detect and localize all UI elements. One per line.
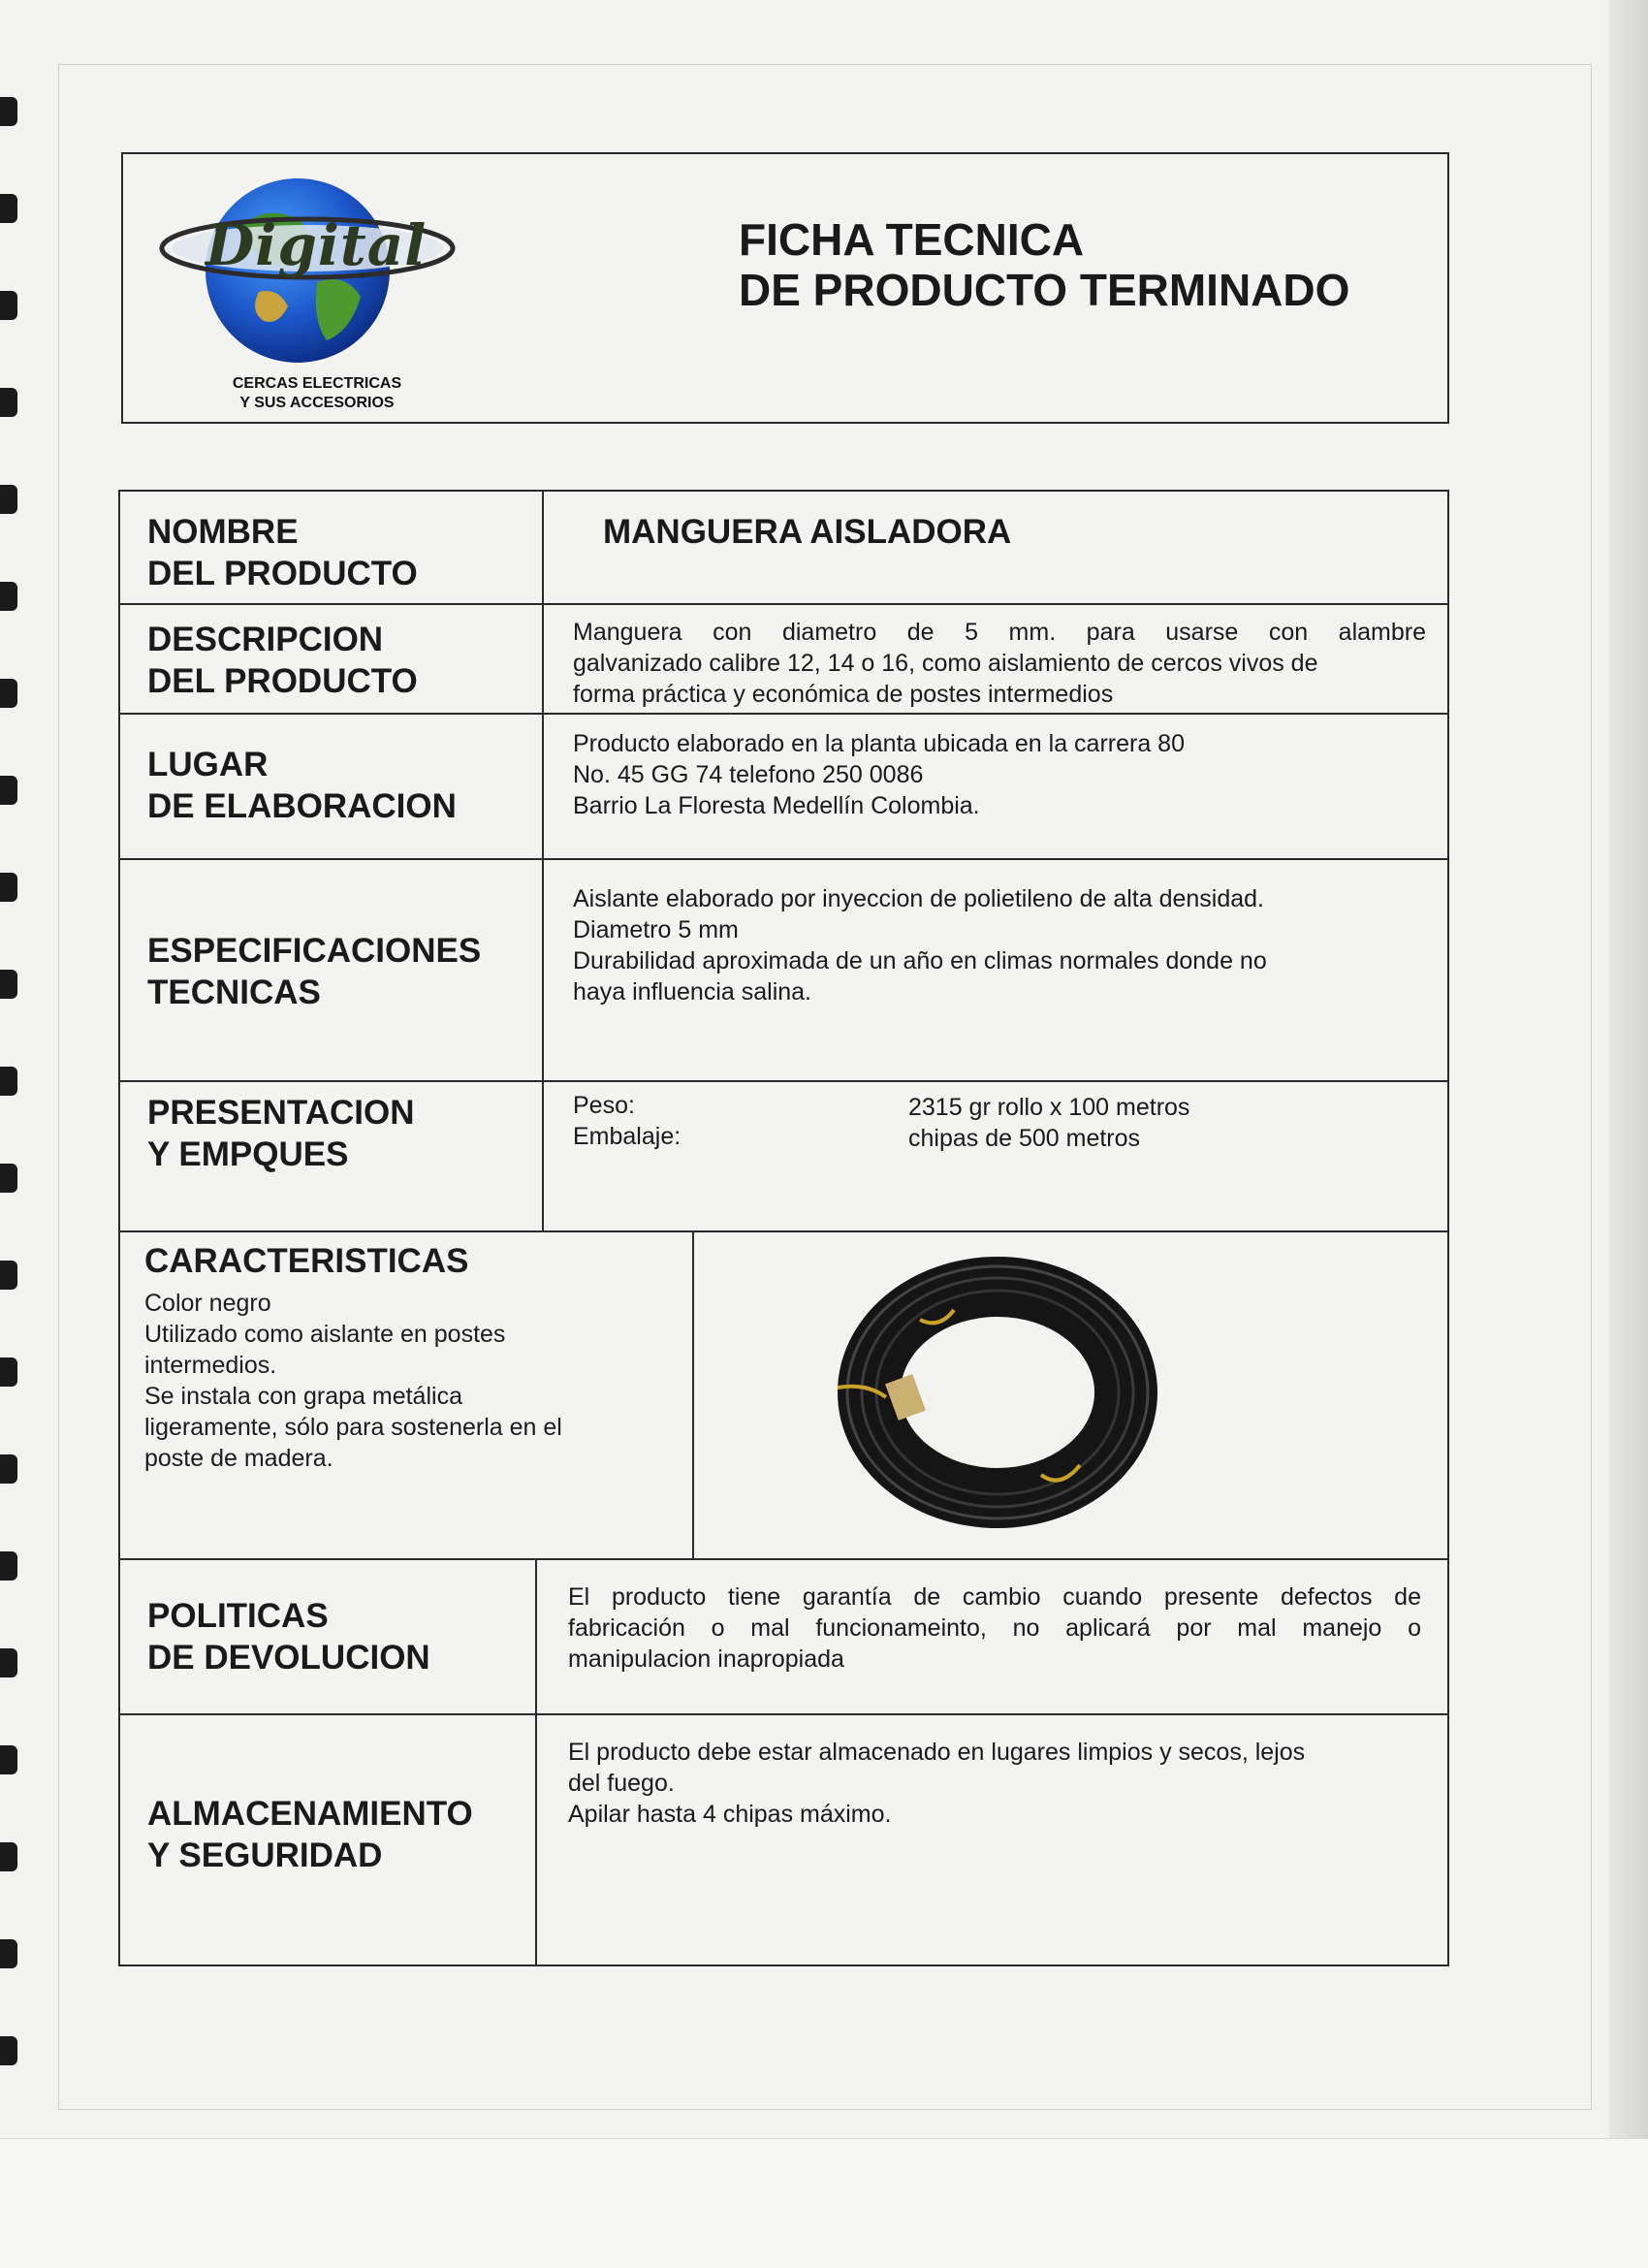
row-label: DESCRIPCION DEL PRODUCTO: [147, 621, 418, 700]
embalaje-value: chipas de 500 metros: [908, 1125, 1141, 1152]
digital-logo: [152, 166, 482, 411]
page-edge: [1609, 0, 1648, 2267]
peso-value: 2315 gr rollo x 100 metros: [908, 1094, 1190, 1121]
row-label: ESPECIFICACIONES TECNICAS: [147, 932, 482, 1011]
row-label: ALMACENAMIENTO Y SEGURIDAD: [147, 1795, 473, 1874]
row-content: Producto elaborado en la planta ubicada en la carrera 80 No. 45 GG 74 telefono 250 0086 Barrio La Floresta Medellín Colombia.: [573, 730, 1185, 819]
row-descripcion: [120, 605, 1447, 715]
caracteristicas-text: Color negro Utilizado como aislante en postes intermedios. Se instala con grapa metálica ligeramente, sólo para sostenerla en el poste de madera.: [144, 1290, 562, 1472]
logo-wordmark: Digital: [206, 212, 428, 278]
page-title: FICHA TECNICA DE PRODUCTO TERMINADO: [739, 214, 1350, 315]
peso-key: Peso:: [573, 1092, 635, 1119]
product-name: MANGUERA AISLADORA: [603, 513, 1012, 551]
row-content: Aislante elaborado por inyeccion de polietileno de alta densidad. Diametro 5 mm Durabilidad aproximada de un año en climas normales donde no haya influencia salina.: [573, 885, 1267, 1006]
header-box: [121, 152, 1449, 424]
row-almacenamiento: [120, 1715, 1447, 1965]
logo-subtitle: CERCAS ELECTRICAS Y SUS ACCESORIOS: [232, 375, 402, 411]
row-label: LUGAR DE ELABORACION: [147, 746, 457, 825]
hose-coil-image: [721, 1242, 1206, 1543]
row-presentacion: [120, 1082, 1447, 1232]
caracteristicas-block: [144, 1240, 562, 1474]
row-especificaciones: [120, 860, 1447, 1082]
row-label: NOMBRE DEL PRODUCTO: [147, 513, 418, 592]
embalaje-key: Embalaje:: [573, 1123, 681, 1150]
row-label: PRESENTACION Y EMPQUES: [147, 1094, 415, 1173]
caracteristicas-title: CARACTERISTICAS: [144, 1242, 469, 1280]
spec-table: [118, 490, 1449, 1966]
row-nombre: [120, 492, 1447, 605]
row-lugar: [120, 715, 1447, 860]
hose-photo: [721, 1242, 1206, 1543]
row-content: El producto tiene garantía de cambio cuando presente defectos de fabricación o mal funcionameinto, no aplicará por mal manejo o manipulacion inapropiada: [568, 1583, 1421, 1673]
row-caracteristicas: [120, 1232, 1447, 1560]
page-bottom-edge: [0, 2138, 1648, 2268]
row-label: POLITICAS DE DEVOLUCION: [147, 1597, 430, 1677]
row-politicas: [120, 1560, 1447, 1715]
row-content: El producto debe estar almacenado en lugares limpios y secos, lejos del fuego. Apilar hasta 4 chipas máximo.: [568, 1739, 1306, 1828]
row-content: Manguera con diametro de 5 mm. para usarse con alambre galvanizado calibre 12, 14 o 16, como aislamiento de cercos vivos de forma práctica y económica de postes intermedios: [573, 619, 1426, 708]
spiral-binding: [0, 58, 29, 2094]
